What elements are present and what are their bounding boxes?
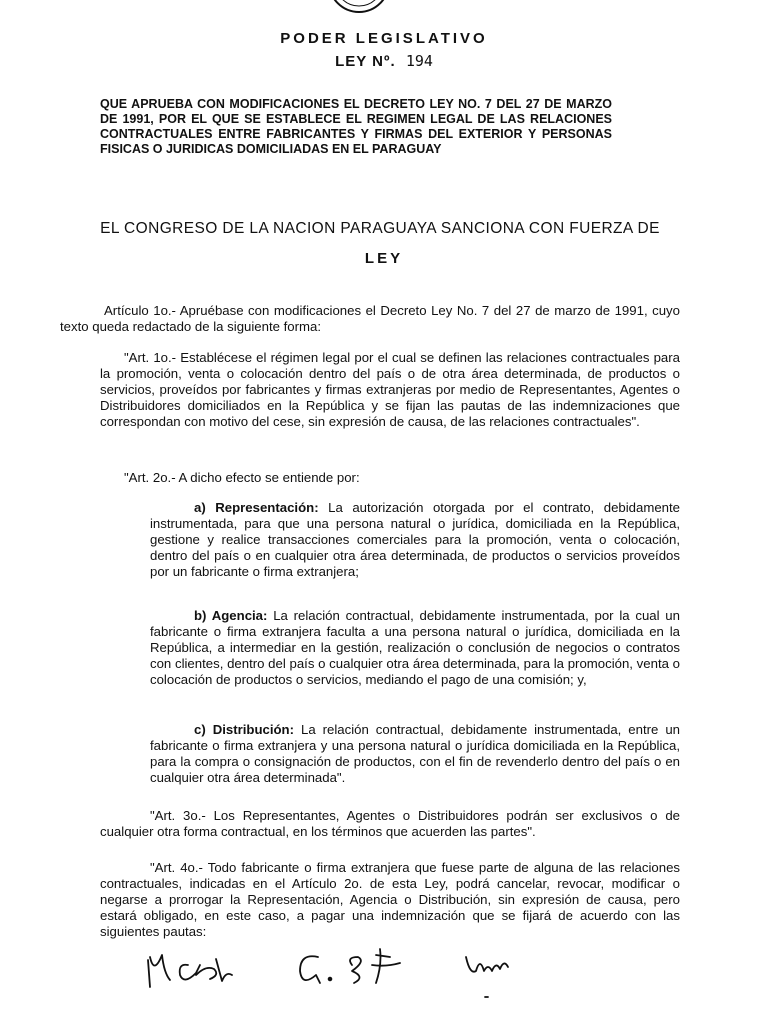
quoted-art-4: "Art. 4o.- Todo fabricante o firma extranjera que fuese parte de alguna de las relaciones contractuales, indicadas en el Artículo 2o. de esta Ley, podrá cancelar, revocar, modificar o negarse a prorrogar la Representación, Agencia o Distribución, sin expresión de causa, pero estará obligado, en este caso, a pagar una indemnización que se fijará de acuerdo con las siguientes pautas: xyxy=(100,860,680,939)
law-number: 194 xyxy=(405,52,433,70)
definition-distribucion xyxy=(150,722,680,786)
definition-label: b) Agencia: xyxy=(194,608,268,623)
quoted-art-2: "Art. 2o.- A dicho efecto se entiende por: xyxy=(124,470,360,485)
definition-text: La relación contractual, debidamente instrumentada, por la cual un fabricante o firma extranjera faculta a una persona natural o jurídica, domiciliada en la República, a intermediar en la gestión, realización o conclusión de negocios o contratos con clientes, dentro del país o cualquier otra área determinada, para la promoción, venta o colocación de productos o servicios, mediando el pago de una comisión; y, xyxy=(150,608,680,687)
article-1-label: Artículo 1o.- xyxy=(104,303,176,318)
law-number-line xyxy=(0,52,768,70)
definition-text: La relación contractual, debidamente instrumentada, entre un fabricante o firma extranjera y una persona natural o jurídica domiciliada en la República, para la compra o consignación de productos, con el fin de revenderlo dentro del país o en cualquier otra área determinada". xyxy=(150,722,680,785)
enactment-ley: LEY xyxy=(364,250,404,267)
enactment-line: EL CONGRESO DE LA NACION PARAGUAYA SANCIONA CON FUERZA DE xyxy=(100,220,660,237)
law-prefix: LEY Nº. xyxy=(335,53,396,70)
definition-representacion xyxy=(150,500,680,580)
quoted-art-1: "Art. 1o.- Establécese el régimen legal por el cual se definen las relaciones contractuales para la promoción, venta o colocación dentro del país o de otra área determinada, de productos o servicios, proveídos por fabricantes y firmas extranjeras por medio de Representantes, Agentes o Distribuidores domiciliados en la República y se fijan las pautas de las indemnizaciones que correspondan con motivo del cese, sin expresión de causa, de las relaciones contractuales". xyxy=(100,350,680,429)
article-1-text: Apruébase con modificaciones el Decreto Ley No. 7 del 27 de marzo de 1991, cuyo texto queda redactado de la siguiente forma: xyxy=(60,303,680,334)
definition-label: c) Distribución: xyxy=(194,722,295,737)
institution-title: PODER LEGISLATIVO xyxy=(280,30,488,47)
law-summary: QUE APRUEBA CON MODIFICACIONES EL DECRETO LEY NO. 7 DEL 27 DE MARZO DE 1991, POR EL QUE SE ESTABLECE EL REGIMEN LEGAL DE LAS RELACIONES CONTRACTUALES ENTRE FABRICANTES Y FIRMAS DEL EXTERIOR Y PERSONAS FISICAS O JURIDICAS DOMICILIADAS EN EL PARAGUAY xyxy=(100,97,612,156)
handwritten-signatures xyxy=(140,935,540,1000)
seal-emblem xyxy=(325,0,393,20)
quoted-art-3: "Art. 3o.- Los Representantes, Agentes o Distribuidores podrán ser exclusivos o de cualquier otra forma contractual, en los términos que acuerden las partes". xyxy=(100,808,680,839)
definition-text: La autorización otorgada por el contrato, debidamente instrumentada, para que una persona natural o jurídica, domiciliada en la República, gestione y realice transacciones comerciales para la promoción, venta o colocación, dentro del país o en cualquier otra área determinada, de productos o servicios proveídos por un fabricante o firma extranjera; xyxy=(150,500,680,579)
article-1 xyxy=(60,303,680,335)
definition-label: a) Representación: xyxy=(194,500,319,515)
definition-agencia xyxy=(150,608,680,688)
